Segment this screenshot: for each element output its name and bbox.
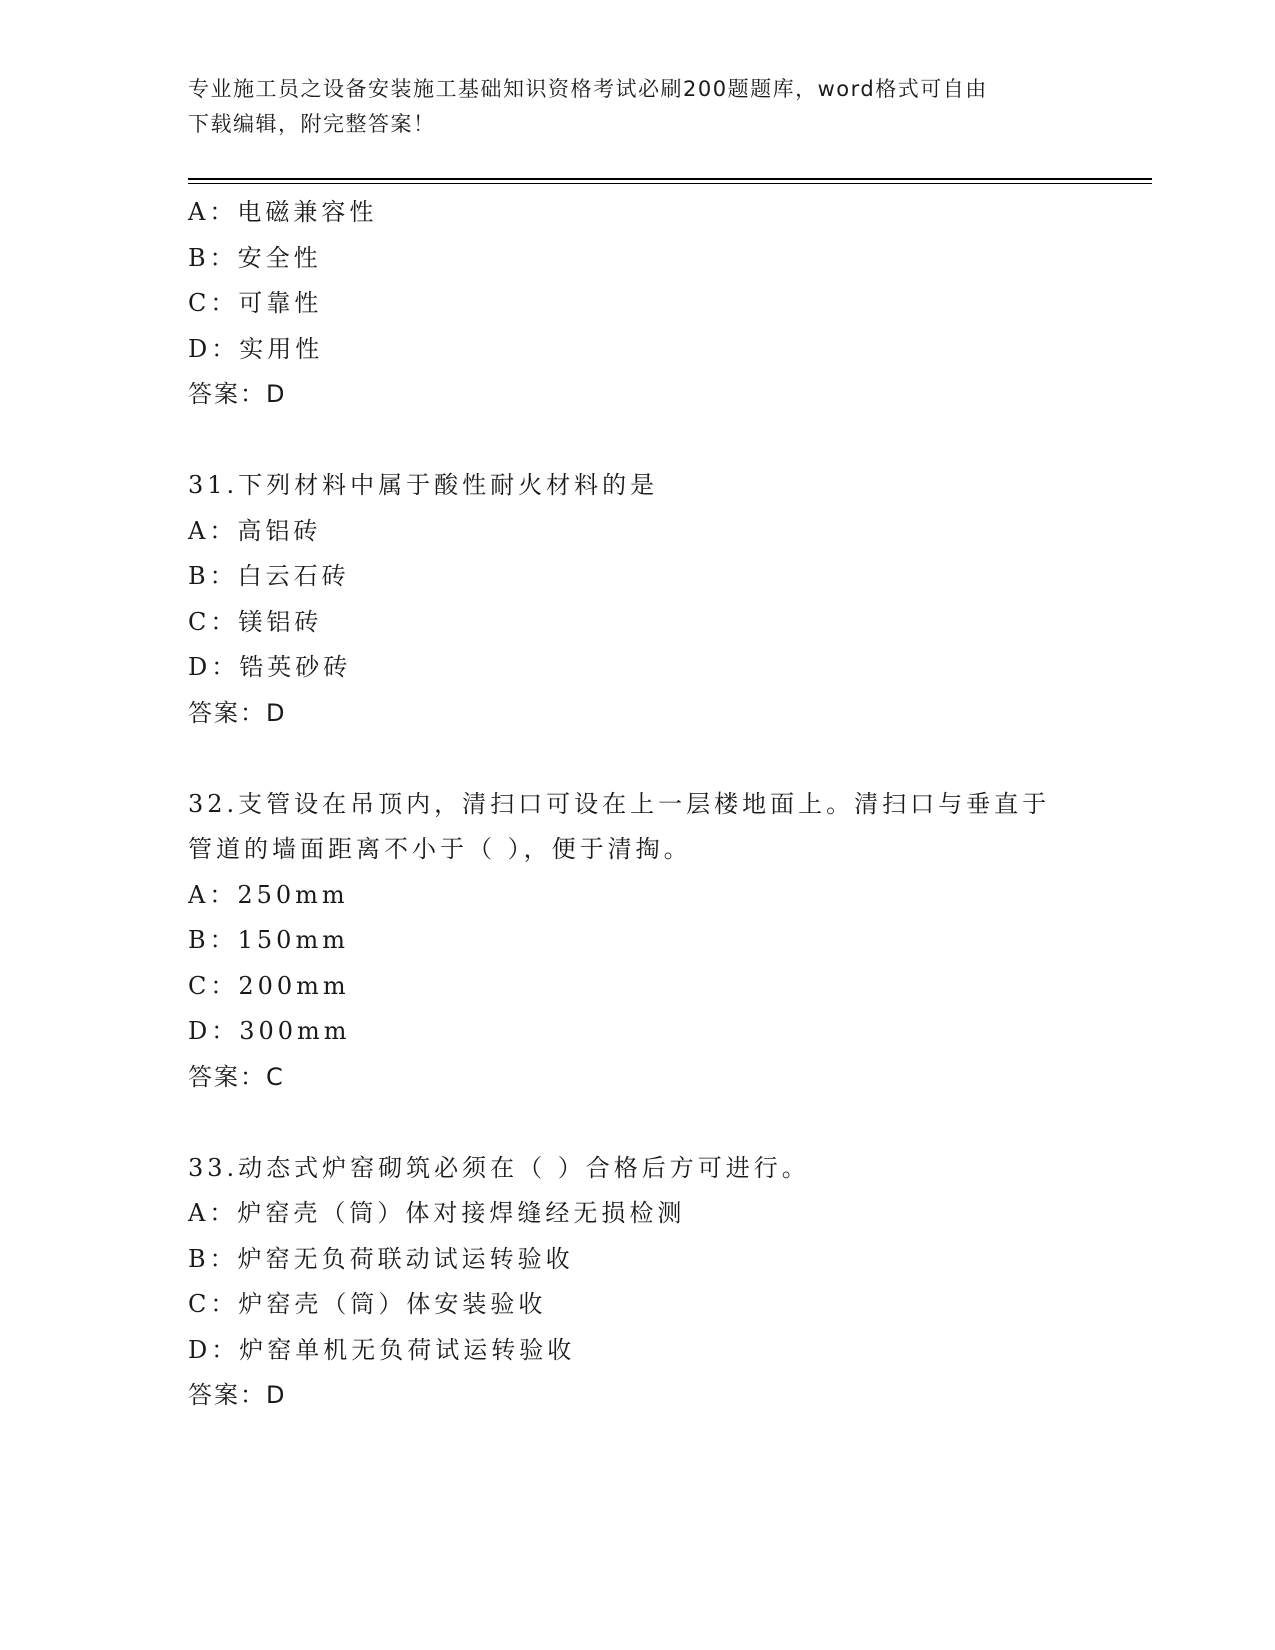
question-block-31 xyxy=(188,463,1088,736)
option-a: A：炉窑壳（筒）体对接焊缝经无损检测 xyxy=(188,1199,686,1227)
option-d: D：锆英砂砖 xyxy=(188,653,352,681)
option-a: A：高铝砖 xyxy=(188,516,322,545)
header-line-1: 专业施工员之设备安装施工基础知识资格考试必刷200题题库，word格式可自由 xyxy=(188,77,988,101)
header-divider-thin xyxy=(188,183,1152,184)
question-stem: 31.下列材料中属于酸性耐火材料的是 xyxy=(188,471,659,499)
answer-line: 答案：C xyxy=(188,1062,285,1091)
option-c: C：炉窑壳（筒）体安装验收 xyxy=(188,1290,547,1318)
question-stem: 33.动态式炉窑砌筑必须在（ ）合格后方可进行。 xyxy=(188,1153,810,1182)
option-c: C：镁铝砖 xyxy=(188,607,323,636)
option-b: B：安全性 xyxy=(188,243,322,272)
option-d: D：炉窑单机无负荷试运转验收 xyxy=(188,1335,576,1364)
option-d: D：300mm xyxy=(188,1017,351,1045)
option-b: B：炉窑无负荷联动试运转验收 xyxy=(188,1244,574,1273)
option-c: C：200mm xyxy=(188,971,350,1000)
question-block-32 xyxy=(188,782,1088,1101)
question-stem-line-1: 32.支管设在吊顶内，清扫口可设在上一层楼地面上。清扫口与垂直于 xyxy=(188,789,1051,818)
option-c: C：可靠性 xyxy=(188,289,323,317)
option-a: A：250mm xyxy=(188,880,349,909)
question-block-33 xyxy=(188,1146,1088,1419)
option-a: A：电磁兼容性 xyxy=(188,198,378,226)
header-line-2: 下载编辑，附完整答案！ xyxy=(188,112,436,136)
question-list xyxy=(188,190,1088,1419)
document-header xyxy=(188,72,1068,142)
option-b: B：150mm xyxy=(188,926,349,954)
answer-line: 答案：D xyxy=(188,698,287,727)
answer-line: 答案：D xyxy=(188,1381,287,1409)
header-divider-thick xyxy=(188,178,1152,180)
answer-line: 答案：D xyxy=(188,380,287,408)
option-b: B：白云石砖 xyxy=(188,562,350,590)
option-d: D：实用性 xyxy=(188,334,324,363)
question-stem-line-2: 管道的墙面距离不小于（ ），便于清掏。 xyxy=(188,835,692,863)
question-block-30 xyxy=(188,190,1088,418)
